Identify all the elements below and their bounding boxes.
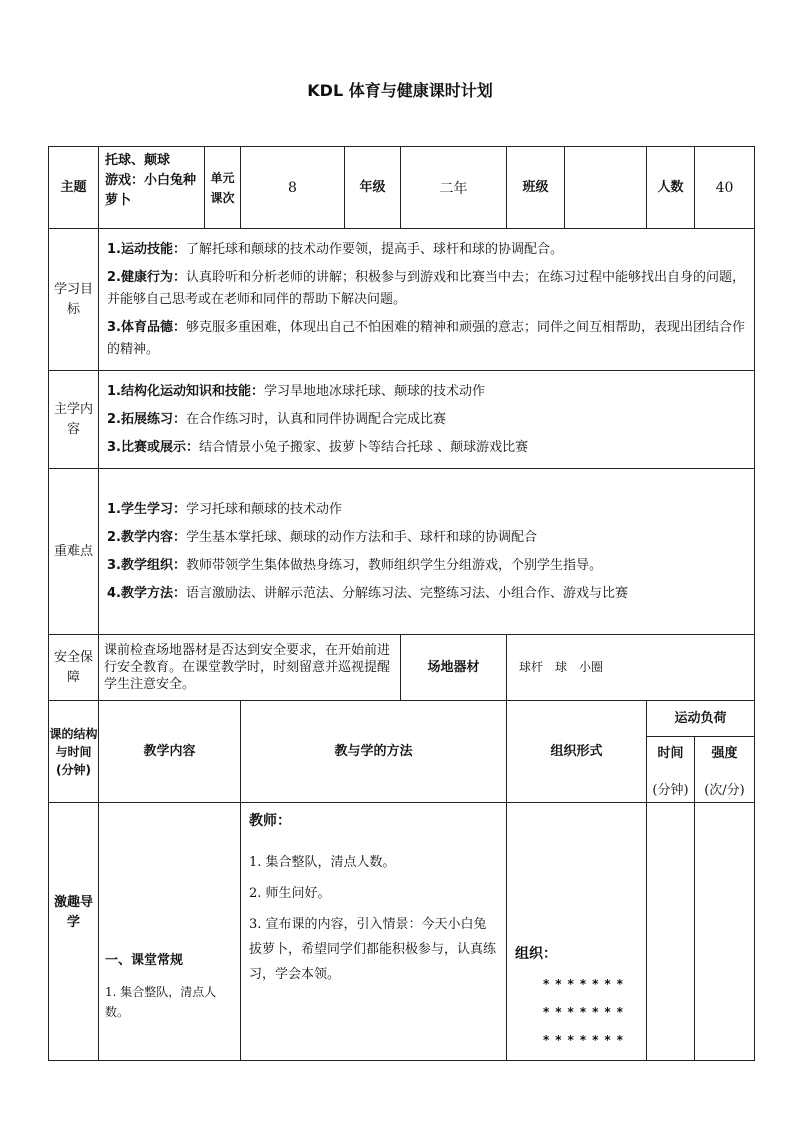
safety-label: 安全保障 — [49, 635, 99, 701]
class-label: 班级 — [507, 147, 565, 229]
section1-content-item: 1. 集合整队，清点人数。 — [105, 985, 217, 1019]
method-step: 2. 师生问好。 — [249, 886, 331, 901]
content-item: 1.结构化运动知识和技能：学习旱地地冰球托球、颠球的技术动作 — [107, 383, 485, 399]
content-cell — [99, 371, 755, 469]
unit-label: 单元课次 — [205, 147, 241, 229]
unit-value: 8 — [241, 147, 345, 229]
col-time: 时间 (分钟) — [647, 737, 695, 803]
section1-method — [241, 803, 507, 1061]
teacher-label: 教师： — [249, 813, 291, 829]
section1-row — [49, 803, 755, 1061]
grade-value: 二年 — [401, 147, 507, 229]
col-structure: 课的结构与时间(分钟) — [49, 701, 99, 803]
count-value: 40 — [695, 147, 755, 229]
content-item: 3.比赛或展示：结合情景小兔子搬家、拔萝卜等结合托球 、颠球游戏比赛 — [107, 439, 529, 455]
grade-label: 年级 — [345, 147, 401, 229]
method-step: 3. 宣布课的内容，引入情景：今天小白兔拔萝卜，希望同学们都能积极参与，认真练习，学会本领。 — [249, 917, 497, 982]
keypoints-cell — [99, 469, 755, 635]
content-row — [49, 371, 755, 469]
col-method: 教与学的方法 — [241, 701, 507, 803]
topic-line1: 托球、颠球 — [105, 153, 171, 168]
goals-label: 学习目标 — [49, 229, 99, 371]
equipment-label: 场地器材 — [401, 635, 507, 701]
section1-organization — [507, 803, 647, 1061]
header-row — [49, 147, 755, 229]
student-formation-row: ******* — [543, 1033, 629, 1047]
safety-row — [49, 635, 755, 701]
goals-cell — [99, 229, 755, 371]
col-content: 教学内容 — [99, 701, 241, 803]
lesson-plan-table — [48, 146, 755, 1061]
count-label: 人数 — [647, 147, 695, 229]
keypoint-item: 4.教学方法：语言激励法、讲解示范法、分解练习法、完整练习法、小组合作、游戏与比赛 — [107, 585, 628, 601]
equipment-value: 球杆 球 小圈 — [507, 635, 755, 701]
col-organization: 组织形式 — [507, 701, 647, 803]
topic-cell — [99, 147, 205, 229]
keypoint-item: 1.学生学习：学习托球和颠球的技术动作 — [107, 501, 342, 517]
section1-content — [99, 803, 241, 1061]
keypoint-item: 3.教学组织：教师带领学生集体做热身练习，教师组织学生分组游戏，个别学生指导。 — [107, 557, 602, 573]
method-step: 1. 集合整队，清点人数。 — [249, 855, 396, 870]
keypoints-row — [49, 469, 755, 635]
goal-item: 2.健康行为：认真聆听和分析老师的讲解；积极参与到游戏和比赛当中去；在练习过程中能够找出自身的问题，并能够自己思考或在老师和同伴的帮助下解决问题。 — [107, 269, 745, 307]
section1-stage: 激趣导学 — [49, 803, 99, 1061]
goal-item: 1.运动技能：了解托球和颠球的技术动作要领，提高手、球杆和球的协调配合。 — [107, 241, 563, 257]
content-item: 2.拓展练习：在合作练习时，认真和同伴协调配合完成比赛 — [107, 411, 446, 427]
section1-time — [647, 803, 695, 1061]
goal-item: 3.体育品德：够克服多重困难，体现出自己不怕困难的精神和顽强的意志；同伴之间互相帮助，表现出团结合作的精神。 — [107, 319, 745, 357]
student-formation-row: ******* — [543, 1005, 629, 1019]
topic-label: 主题 — [49, 147, 99, 229]
class-value — [565, 147, 647, 229]
document-title: KDL 体育与健康课时计划 — [307, 81, 493, 100]
columns-header-row — [49, 701, 755, 737]
keypoints-label: 重难点 — [49, 469, 99, 635]
goals-row — [49, 229, 755, 371]
col-load: 运动负荷 — [647, 701, 755, 737]
section1-content-title: 一、课堂常规 — [105, 953, 184, 968]
col-intensity: 强度 (次/分) — [695, 737, 755, 803]
section1-intensity — [695, 803, 755, 1061]
keypoint-item: 2.教学内容：学生基本掌托球、颠球的动作方法和手、球杆和球的协调配合 — [107, 529, 537, 545]
org-label: 组织： — [515, 946, 557, 962]
content-label: 主学内容 — [49, 371, 99, 469]
topic-line2: 游戏：小白兔种萝卜 — [105, 173, 197, 208]
safety-text: 课前检查场地器材是否达到安全要求，在开始前进行安全教育。在课堂教学时，时刻留意并巡视提醒学生注意安全。 — [99, 635, 401, 701]
student-formation-row: ******* — [543, 977, 629, 991]
